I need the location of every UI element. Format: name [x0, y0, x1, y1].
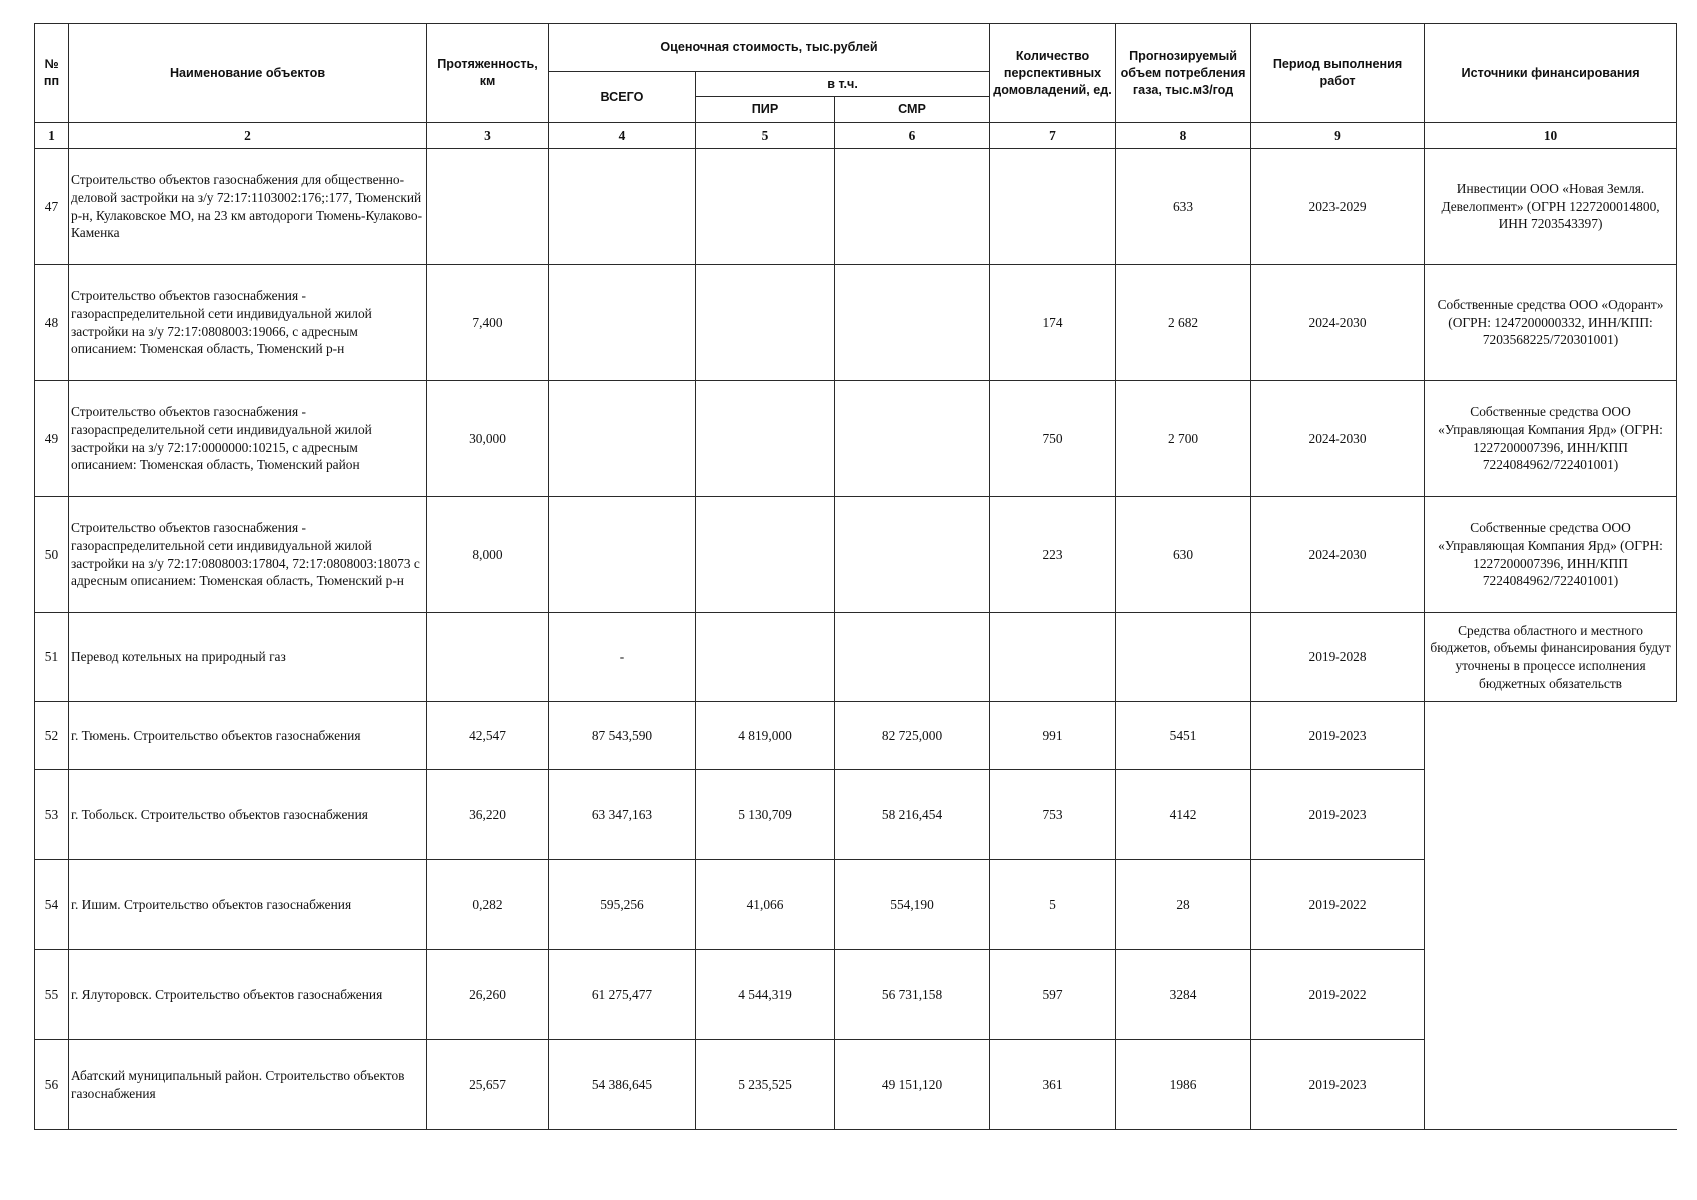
header-period: Период выполнения работ [1251, 24, 1425, 123]
row-number: 53 [35, 770, 69, 860]
cost-total [549, 497, 696, 613]
funding-source: Собственные средства ООО «Управляющая Компания Ярд» (ОГРН: 1227200007396, ИНН/КПП 7224084962/722401001) [1425, 381, 1677, 497]
cost-smr [835, 497, 990, 613]
object-name: Строительство объектов газоснабжения - газораспределительной сети индивидуальной жилой застройки на з/у 72:17:0000000:10215, с адресным описанием: Тюменская область, Тюменский район [69, 381, 427, 497]
cost-total [549, 149, 696, 265]
work-period: 2019-2023 [1251, 1040, 1425, 1130]
length-km: 30,000 [427, 381, 549, 497]
cost-total: 54 386,645 [549, 1040, 696, 1130]
header-cost-group: Оценочная стоимость, тыс.рублей [549, 24, 990, 72]
column-number: 6 [835, 123, 990, 149]
length-km [427, 613, 549, 702]
header-no: № пп [35, 24, 69, 123]
header-households: Количество перспективных домовладений, ед. [990, 24, 1116, 123]
column-numbers-row [35, 123, 1677, 149]
cost-pir [696, 265, 835, 381]
cost-total: 61 275,477 [549, 950, 696, 1040]
length-km: 25,657 [427, 1040, 549, 1130]
length-km: 8,000 [427, 497, 549, 613]
cost-smr [835, 613, 990, 702]
cost-total [549, 265, 696, 381]
row-number: 52 [35, 702, 69, 770]
work-period: 2019-2023 [1251, 702, 1425, 770]
cost-pir: 41,066 [696, 860, 835, 950]
households: 5 [990, 860, 1116, 950]
table-row [35, 702, 1677, 770]
funding-source: Инвестиции ООО «Новая Земля. Девелопмент» (ОГРН 1227200014800, ИНН 7203543397) [1425, 149, 1677, 265]
object-name: Строительство объектов газоснабжения - газораспределительной сети индивидуальной жилой застройки на з/у 72:17:0808003:19066, с адресным описанием: Тюменская область, Тюменский р-н [69, 265, 427, 381]
length-km: 7,400 [427, 265, 549, 381]
cost-pir: 5 130,709 [696, 770, 835, 860]
households: 597 [990, 950, 1116, 1040]
column-number: 7 [990, 123, 1116, 149]
row-number: 50 [35, 497, 69, 613]
cost-smr [835, 265, 990, 381]
funding-source: Средства областного и местного бюджетов, объемы финансирования будут уточнены в процессе исполнения бюджетных обязательств [1425, 613, 1677, 702]
households: 991 [990, 702, 1116, 770]
cost-total: 63 347,163 [549, 770, 696, 860]
households: 223 [990, 497, 1116, 613]
cost-pir: 4 544,319 [696, 950, 835, 1040]
header-source: Источники финансирования [1425, 24, 1677, 123]
object-name: г. Ялуторовск. Строительство объектов газоснабжения [69, 950, 427, 1040]
table-row [35, 265, 1677, 381]
object-name: г. Ишим. Строительство объектов газоснабжения [69, 860, 427, 950]
header-including: в т.ч. [696, 72, 990, 97]
header-smr: СМР [835, 97, 990, 123]
gas-consumption: 1986 [1116, 1040, 1251, 1130]
cost-pir [696, 381, 835, 497]
gas-consumption: 630 [1116, 497, 1251, 613]
object-name: Строительство объектов газоснабжения - газораспределительной сети индивидуальной жилой застройки на з/у 72:17:0808003:17804, 72:17:0808003:18073 с адресным описанием: Тюменская область, Тюменский р-н [69, 497, 427, 613]
column-number: 1 [35, 123, 69, 149]
households [990, 149, 1116, 265]
work-period: 2024-2030 [1251, 381, 1425, 497]
gas-consumption: 633 [1116, 149, 1251, 265]
header-length: Протяженность, км [427, 24, 549, 123]
funding-source: Собственные средства ООО «Управляющая Компания Ярд» (ОГРН: 1227200007396, ИНН/КПП 7224084962/722401001) [1425, 497, 1677, 613]
length-km: 42,547 [427, 702, 549, 770]
row-number: 56 [35, 1040, 69, 1130]
gas-consumption: 4142 [1116, 770, 1251, 860]
table-row [35, 149, 1677, 265]
header-gas: Прогнозируемый объем потребления газа, тыс.м3/год [1116, 24, 1251, 123]
row-number: 51 [35, 613, 69, 702]
header-name: Наименование объектов [69, 24, 427, 123]
length-km [427, 149, 549, 265]
object-name: Перевод котельных на природный газ [69, 613, 427, 702]
gas-consumption: 28 [1116, 860, 1251, 950]
households: 174 [990, 265, 1116, 381]
length-km: 0,282 [427, 860, 549, 950]
gas-consumption: 2 700 [1116, 381, 1251, 497]
gas-consumption: 2 682 [1116, 265, 1251, 381]
header-row-top [35, 24, 1677, 72]
gas-consumption: 5451 [1116, 702, 1251, 770]
table-row [35, 613, 1677, 702]
row-number: 49 [35, 381, 69, 497]
cost-pir: 4 819,000 [696, 702, 835, 770]
cost-smr: 49 151,120 [835, 1040, 990, 1130]
cost-smr [835, 149, 990, 265]
column-number: 3 [427, 123, 549, 149]
object-name: г. Тобольск. Строительство объектов газоснабжения [69, 770, 427, 860]
households: 753 [990, 770, 1116, 860]
work-period: 2023-2029 [1251, 149, 1425, 265]
row-number: 48 [35, 265, 69, 381]
funding-source-empty [1425, 702, 1677, 1130]
column-number: 4 [549, 123, 696, 149]
header-total: ВСЕГО [549, 72, 696, 123]
header-pir: ПИР [696, 97, 835, 123]
gas-consumption: 3284 [1116, 950, 1251, 1040]
cost-pir [696, 613, 835, 702]
object-name: г. Тюмень. Строительство объектов газоснабжения [69, 702, 427, 770]
work-period: 2019-2023 [1251, 770, 1425, 860]
work-period: 2019-2028 [1251, 613, 1425, 702]
cost-total: 87 543,590 [549, 702, 696, 770]
gas-consumption [1116, 613, 1251, 702]
cost-smr: 82 725,000 [835, 702, 990, 770]
length-km: 36,220 [427, 770, 549, 860]
column-number: 5 [696, 123, 835, 149]
work-period: 2019-2022 [1251, 860, 1425, 950]
table-row [35, 497, 1677, 613]
row-number: 55 [35, 950, 69, 1040]
cost-pir: 5 235,525 [696, 1040, 835, 1130]
gas-supply-objects-table [34, 23, 1677, 1130]
object-name: Абатский муниципальный район. Строительство объектов газоснабжения [69, 1040, 427, 1130]
cost-pir [696, 149, 835, 265]
cost-smr [835, 381, 990, 497]
row-number: 47 [35, 149, 69, 265]
column-number: 2 [69, 123, 427, 149]
funding-source: Собственные средства ООО «Одорант» (ОГРН: 1247200000332, ИНН/КПП: 7203568225/720301001) [1425, 265, 1677, 381]
cost-smr: 554,190 [835, 860, 990, 950]
column-number: 9 [1251, 123, 1425, 149]
cost-total: 595,256 [549, 860, 696, 950]
column-number: 10 [1425, 123, 1677, 149]
work-period: 2019-2022 [1251, 950, 1425, 1040]
households: 750 [990, 381, 1116, 497]
cost-pir [696, 497, 835, 613]
households: 361 [990, 1040, 1116, 1130]
row-number: 54 [35, 860, 69, 950]
column-number: 8 [1116, 123, 1251, 149]
work-period: 2024-2030 [1251, 497, 1425, 613]
cost-total [549, 381, 696, 497]
cost-smr: 56 731,158 [835, 950, 990, 1040]
cost-smr: 58 216,454 [835, 770, 990, 860]
object-name: Строительство объектов газоснабжения для общественно-деловой застройки на з/у 72:17:1103002:176;:177, Тюменский р-н, Кулаковское МО, на 23 км автодороги Тюмень-Кулаково-Каменка [69, 149, 427, 265]
length-km: 26,260 [427, 950, 549, 1040]
cost-total: - [549, 613, 696, 702]
households [990, 613, 1116, 702]
table-row [35, 381, 1677, 497]
work-period: 2024-2030 [1251, 265, 1425, 381]
